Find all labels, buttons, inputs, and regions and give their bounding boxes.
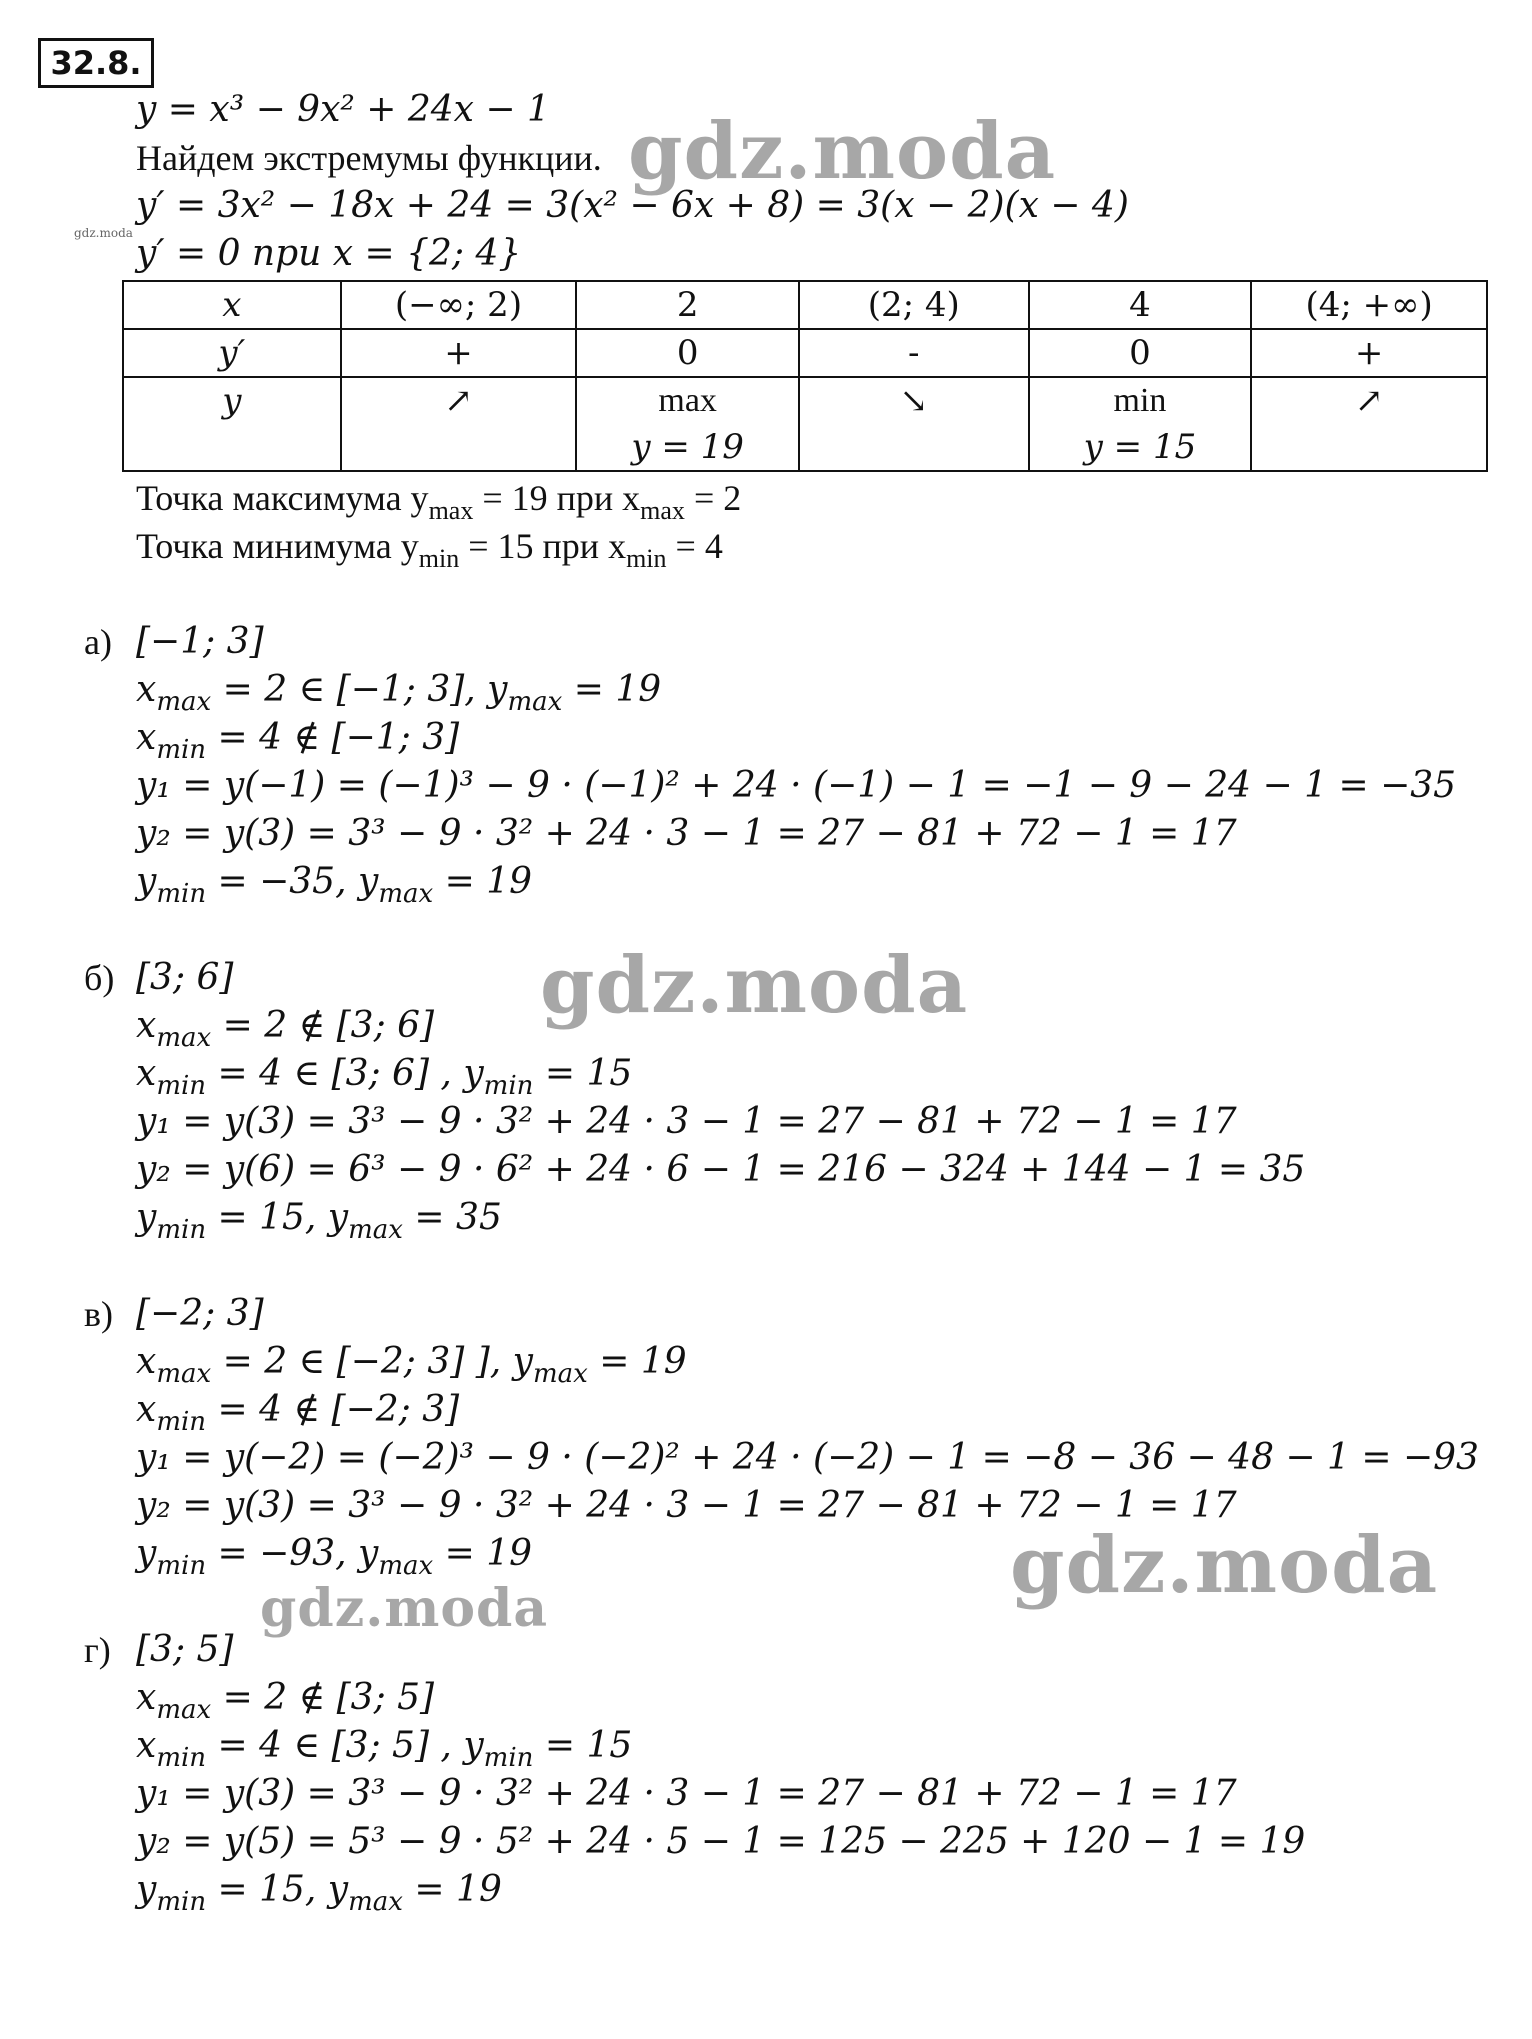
solution-line: $y_{min} = -93$, $y_{max} = 19$: [136, 1533, 532, 1581]
intro-text: Найдем экстремумы функции.: [136, 138, 602, 178]
table-cell: y: [123, 377, 341, 471]
table-cell: 0: [1029, 329, 1252, 377]
solution-line: y₁ = y(3) = 3³ − 9 · 3² + 24 · 3 − 1 = 27 − 81 + 72 − 1 = 17: [136, 1773, 1237, 1814]
min-label: min: [1113, 382, 1167, 419]
watermark: gdz.moda: [540, 940, 969, 1031]
watermark: gdz.moda: [1010, 1520, 1439, 1611]
part-interval: [3; 6]: [136, 957, 234, 998]
table-cell: y′: [123, 329, 341, 377]
table-cell: 2: [576, 281, 799, 329]
table-cell: (−∞; 2): [341, 281, 577, 329]
max-point-line: Точка максимума $y_{max} = 19$ при $x_{max} = 2$: [136, 478, 742, 525]
solution-line: $y_{min} = -35$, $y_{max} = 19$: [136, 861, 532, 909]
solution-line: $x_{max} = 2$ ∉ [3; 6]: [136, 1005, 435, 1053]
min-value: y = 15: [1083, 427, 1197, 467]
problem-number: 32.8.: [38, 38, 154, 88]
solution-line: $x_{min} = 4$ ∉ [−1; 3]: [136, 717, 460, 765]
table-cell-min: [1029, 377, 1252, 471]
table-cell: 0: [576, 329, 799, 377]
table-cell: (4; +∞): [1251, 281, 1487, 329]
solution-line: y₂ = y(6) = 6³ − 9 · 6² + 24 · 6 − 1 = 216 − 324 + 144 − 1 = 35: [136, 1149, 1306, 1190]
table-cell: x: [123, 281, 341, 329]
solution-line: $x_{min} = 4$ ∈ [3; 5] , $y_{min} = 15$: [136, 1725, 633, 1773]
table-cell: -: [799, 329, 1029, 377]
solution-line: y₁ = y(3) = 3³ − 9 · 3² + 24 · 3 − 1 = 27 − 81 + 72 − 1 = 17: [136, 1101, 1237, 1142]
part-interval: [3; 5]: [136, 1629, 234, 1670]
part-interval: [−1; 3]: [136, 621, 264, 662]
solution-line: $x_{max} = 2$ ∈ [−2; 3] ], $y_{max} = 19$: [136, 1341, 687, 1389]
increasing-arrow-icon: ↗: [341, 377, 577, 471]
watermark: gdz.moda: [628, 106, 1057, 197]
solution-line: $x_{max} = 2$ ∈ [−1; 3], $y_{max} = 19$: [136, 669, 662, 717]
solution-line: $x_{min} = 4$ ∉ [−2; 3]: [136, 1389, 460, 1437]
derivative-line: y′ = 3x² − 18x + 24 = 3(x² − 6x + 8) = 3(x − 2)(x − 4): [136, 185, 1129, 226]
solution-line: y₂ = y(5) = 5³ − 9 · 5² + 24 · 5 − 1 = 125 − 225 + 120 − 1 = 19: [136, 1821, 1306, 1862]
part-label: г): [84, 1630, 111, 1670]
function-definition: y = x³ − 9x² + 24x − 1: [136, 89, 550, 130]
table-cell-max: [576, 377, 799, 471]
table-row-function: [123, 377, 1487, 471]
solution-line: $y_{min} = 15$, $y_{max} = 35$: [136, 1197, 502, 1245]
increasing-arrow-icon: ↗: [1251, 377, 1487, 471]
watermark: gdz.moda: [260, 1578, 549, 1639]
watermark-small: gdz.moda: [74, 226, 133, 240]
table-cell: (2; 4): [799, 281, 1029, 329]
part-label: в): [84, 1294, 113, 1334]
table-cell: +: [1251, 329, 1487, 377]
min-point-line: Точка минимума $y_{min} = 15$ при $x_{min} = 4$: [136, 526, 723, 573]
part-label: б): [84, 958, 115, 998]
solution-line: $y_{min} = 15$, $y_{max} = 19$: [136, 1869, 502, 1917]
table-cell: 4: [1029, 281, 1252, 329]
solution-line: $x_{max} = 2$ ∉ [3; 5]: [136, 1677, 435, 1725]
max-value: y = 19: [631, 427, 744, 467]
table-cell: +: [341, 329, 577, 377]
solution-line: y₁ = y(−1) = (−1)³ − 9 · (−1)² + 24 · (−1) − 1 = −1 − 9 − 24 − 1 = −35: [136, 765, 1457, 806]
decreasing-arrow-icon: ↘: [799, 377, 1029, 471]
part-interval: [−2; 3]: [136, 1293, 264, 1334]
sign-table: [122, 280, 1488, 472]
derivative-zero-line: y′ = 0 при x = {2; 4}: [136, 233, 522, 274]
part-label: а): [84, 622, 112, 662]
solution-line: y₁ = y(−2) = (−2)³ − 9 · (−2)² + 24 · (−2) − 1 = −8 − 36 − 48 − 1 = −93: [136, 1437, 1479, 1478]
max-label: max: [658, 382, 717, 419]
solution-line: y₂ = y(3) = 3³ − 9 · 3² + 24 · 3 − 1 = 27 − 81 + 72 − 1 = 17: [136, 813, 1237, 854]
table-row-header: [123, 281, 1487, 329]
table-row-derivative: [123, 329, 1487, 377]
solution-line: $x_{min} = 4$ ∈ [3; 6] , $y_{min} = 15$: [136, 1053, 633, 1101]
solution-line: y₂ = y(3) = 3³ − 9 · 3² + 24 · 3 − 1 = 27 − 81 + 72 − 1 = 17: [136, 1485, 1237, 1526]
